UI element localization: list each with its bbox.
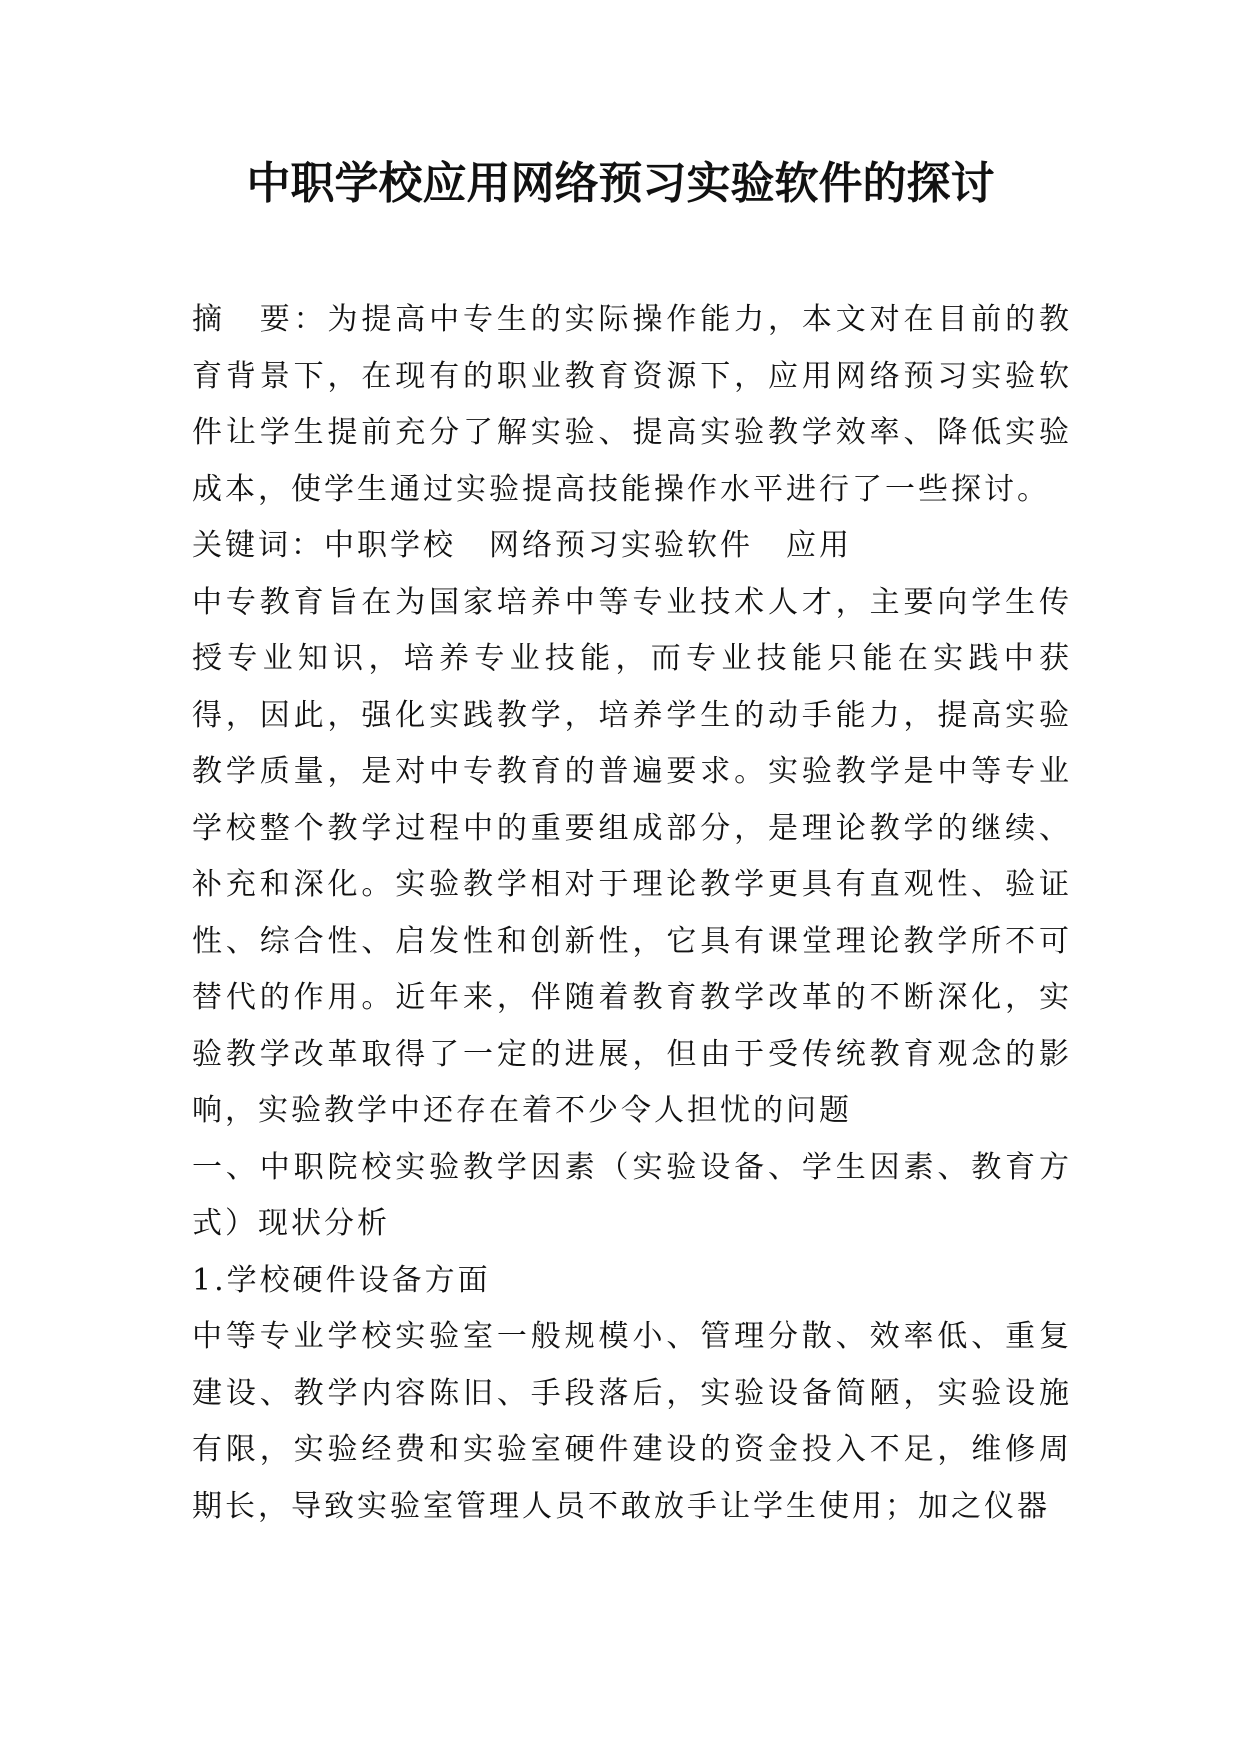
document-body (192, 292, 1072, 1535)
document-title: 中职学校应用网络预习实验软件的探讨 (246, 158, 995, 209)
section-heading: 一、中职院校实验教学因素（实验设备、学生因素、教育方式）现状分析 (192, 1149, 1072, 1241)
abstract-paragraph: 摘 要：为提高中专生的实际操作能力，本文对在目前的教育背景下，在现有的职业教育资源下，应用网络预习实验软件让学生提前充分了解实验、提高实验教学效率、降低实验成本，使学生通过实验提高技能操作水平进行了一些探讨。 (192, 302, 1072, 507)
subsection-heading: 1.学校硬件设备方面 (192, 1262, 491, 1298)
intro-paragraph: 中专教育旨在为国家培养中等专业技术人才，主要向学生传授专业知识，培养专业技能，而专业技能只能在实践中获得，因此，强化实践教学，培养学生的动手能力，提高实验教学质量，是对中专教育的普遍要求。实验教学是中等专业学校整个教学过程中的重要组成部分，是理论教学的继续、补充和深化。实验教学相对于理论教学更具有直观性、验证性、综合性、启发性和创新性，它具有课堂理论教学所不可替代的作用。近年来，伴随着教育教学改革的不断深化，实验教学改革取得了一定的进展，但由于受传统教育观念的影响，实验教学中还存在着不少令人担忧的问题 (192, 584, 1072, 1128)
body-paragraph: 中等专业学校实验室一般规模小、管理分散、效率低、重复建设、教学内容陈旧、手段落后，实验设备简陋，实验设施有限，实验经费和实验室硬件建设的资金投入不足，维修周期长，导致实验室管理人员不敢放手让学生使用；加之仪器 (192, 1319, 1072, 1524)
keywords-paragraph: 关键词：中职学校 网络预习实验软件 应用 (192, 528, 852, 563)
